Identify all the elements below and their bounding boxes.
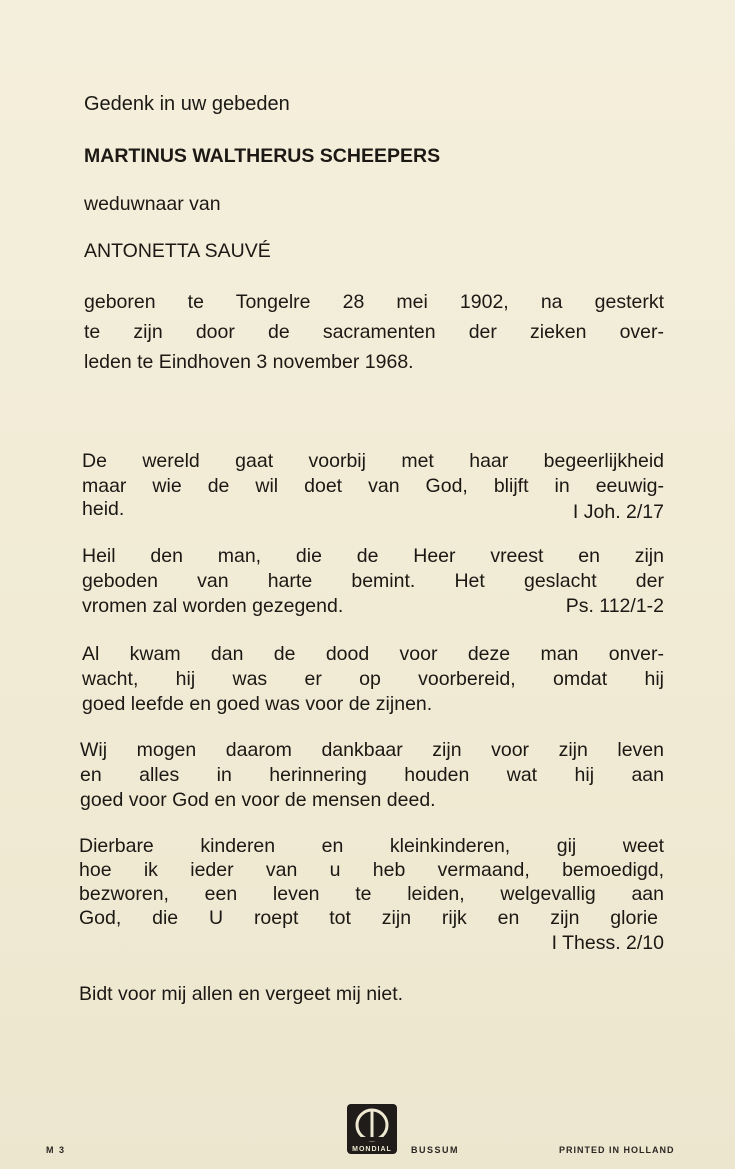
bio-line: geboren te Tongelre 28 mei 1902, na gesterkt bbox=[84, 291, 664, 313]
verse-5: Dierbare kinderen en kleinkinderen, gij weet hoe ik ieder van u heb vermaand, bemoedigd, bezworen, een leven te leiden, welgevallig aan God, die U roept tot zijn rijk en zijn glorie I Thess. 2/10 bbox=[79, 835, 664, 954]
verse-reference: I Thess. 2/10 bbox=[551, 932, 664, 954]
closing-text: Bidt voor mij allen en vergeet mij niet. bbox=[79, 983, 404, 1005]
footer-city: BUSSUM bbox=[411, 1145, 460, 1155]
verse-4: Wij mogen daarom dankbaar zijn voor zijn leven en alles in herinnering houden wat hij aan goed voor God en voor de mensen deed. bbox=[80, 739, 664, 811]
verse-1: De wereld gaat voorbij met haar begeerlijkheid maar wie de wil doet van God, blijft in eeuwig- heid. I Joh. 2/17 bbox=[82, 450, 664, 523]
footer-printed: PRINTED IN HOLLAND bbox=[559, 1145, 675, 1155]
verse-reference: I Joh. 2/17 bbox=[572, 501, 664, 523]
mondial-logo bbox=[346, 1103, 398, 1155]
verse-3: Al kwam dan de dood voor deze man onver- wacht, hij was er op voorbereid, omdat hij goed leefde en goed was voor de zijnen. bbox=[82, 643, 664, 715]
bio-line: leden te Eindhoven 3 november 1968. bbox=[84, 351, 414, 373]
deceased-name: MARTINUS WALTHERUS SCHEEPERS bbox=[84, 145, 441, 167]
bio-paragraph bbox=[84, 287, 664, 377]
spouse-name: ANTONETTA SAUVÉ bbox=[84, 240, 271, 262]
relation-text: weduwnaar van bbox=[84, 193, 221, 215]
mondial-logo-icon bbox=[346, 1103, 398, 1155]
svg-text:MONDIAL: MONDIAL bbox=[352, 1146, 392, 1153]
verse-2: Heil den man, die de Heer vreest en zijn geboden van harte bemint. Het geslacht der vromen zal worden gezegend. Ps. 112/1-2 bbox=[82, 545, 664, 617]
verse-reference: Ps. 112/1-2 bbox=[565, 595, 664, 617]
footer-code: M 3 bbox=[46, 1145, 66, 1155]
intro-text: Gedenk in uw gebeden bbox=[84, 93, 290, 115]
bio-line: te zijn door de sacramenten der zieken over- bbox=[84, 321, 664, 343]
